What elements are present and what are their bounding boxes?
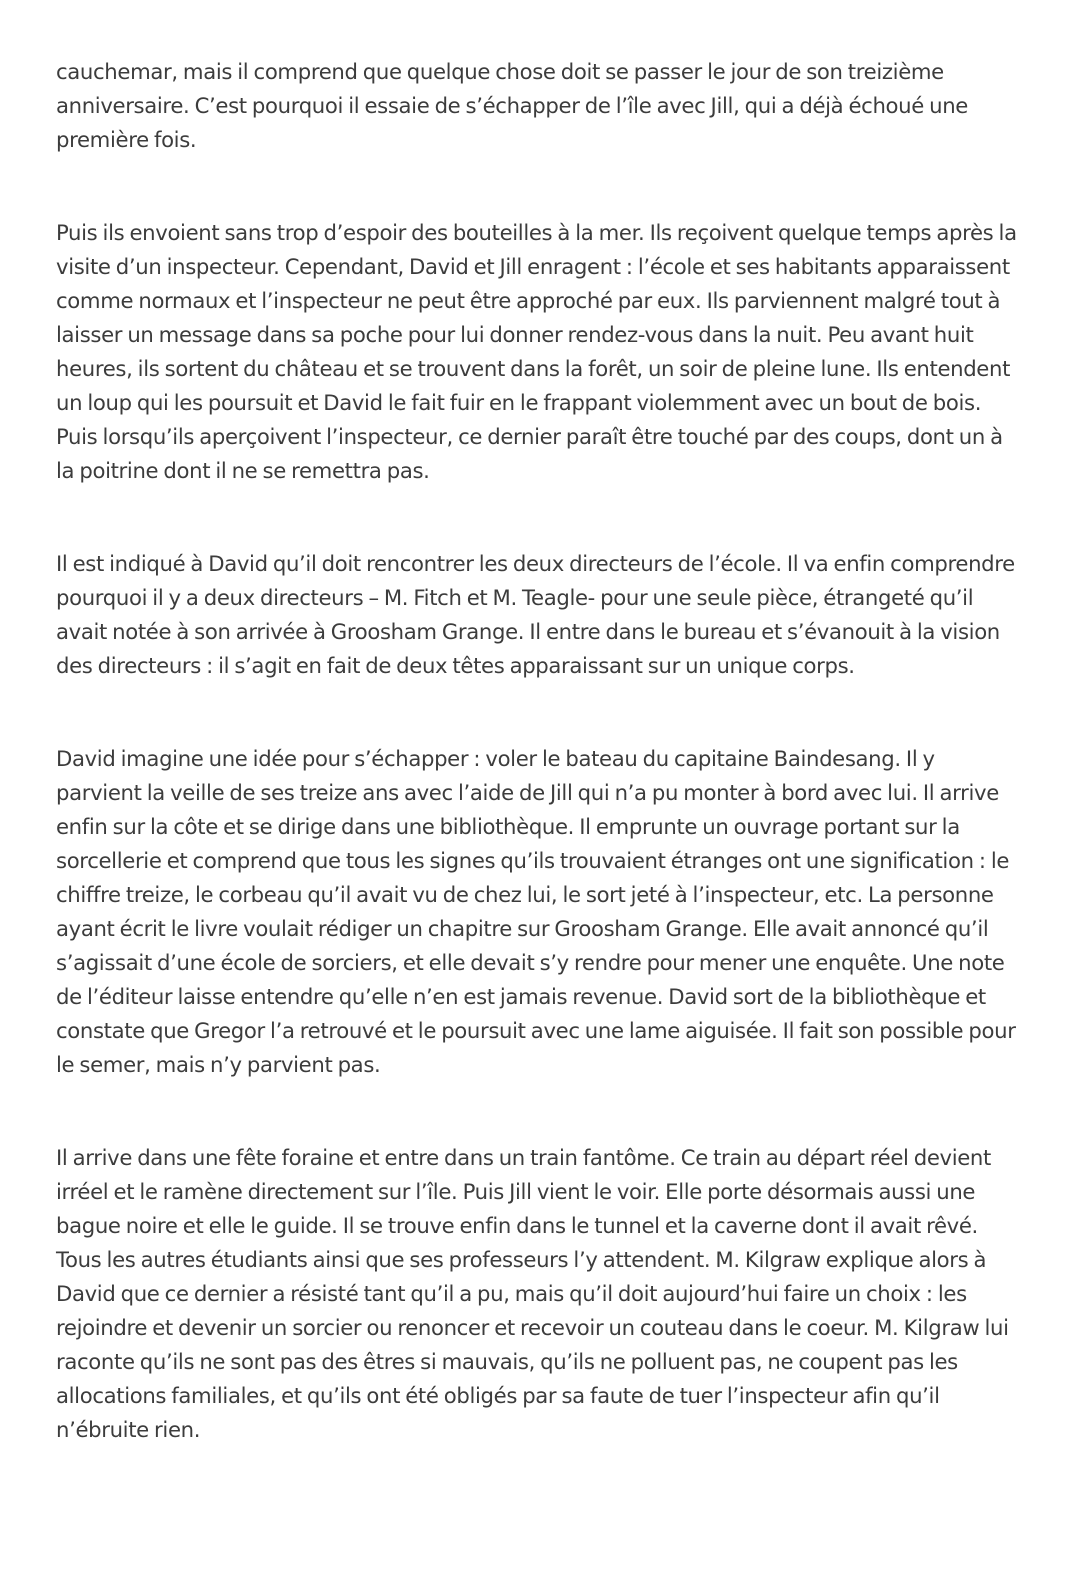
paragraph-1: cauchemar, mais il comprend que quelque chose doit se passer le jour de son treizième anniversaire. C’est pourquoi il essaie de s’échapper de l’île avec Jill, qui a déjà échoué une première fois. xyxy=(56,59,968,152)
paragraph-3: Il est indiqué à David qu’il doit rencontrer les deux directeurs de l’école. Il va enfin comprendre pourquoi il y a deux directeurs – M. Fitch et M. Teagle- pour une seule pièce, étrangeté qu’il avait notée à son arrivée à Groosham Grange. Il entre dans le bureau et s’évanouit à la vision des directeurs : il s’agit en fait de deux têtes apparaissant sur un unique corps. xyxy=(56,551,1015,678)
paragraph-5: Il arrive dans une fête foraine et entre dans un train fantôme. Ce train au départ réel devient irréel et le ramène directement sur l’île. Puis Jill vient le voir. Elle porte désormais aussi une bague noire et elle le guide. Il se trouve enfin dans le tunnel et la caverne dont il avait rêvé. Tous les autres étudiants ainsi que ses professeurs l’y attendent. M. Kilgraw explique alors à David que ce dernier a résisté tant qu’il a pu, mais qu’il doit aujourd’hui faire un choix : les rejoindre et devenir un sorcier ou renoncer et recevoir un couteau dans le coeur. M. Kilgraw lui raconte qu’ils ne sont pas des êtres si mauvais, qu’ils ne polluent pas, ne coupent pas les allocations familiales, et qu’ils ont été obligés par sa faute de tuer l’inspecteur afin qu’il n’ébruite rien. xyxy=(56,1145,1009,1442)
paragraph-2: Puis ils envoient sans trop d’espoir des bouteilles à la mer. Ils reçoivent quelque temps après la visite d’un inspecteur. Cependant, David et Jill enragent : l’école et ses habitants apparaissent comme normaux et l’inspecteur ne peut être approché par eux. Ils parviennent malgré tout à laisser un message dans sa poche pour lui donner rendez-vous dans la nuit. Peu avant huit heures, ils sortent du château et se trouvent dans la forêt, un soir de pleine lune. Ils entendent un loup qui les poursuit et David le fait fuir en le frappant violemment avec un bout de bois. Puis lorsqu’ils aperçoivent l’inspecteur, ce dernier paraît être touché par des coups, dont un à la poitrine dont il ne se remettra pas. xyxy=(56,220,1017,483)
paragraph-4: David imagine une idée pour s’échapper : voler le bateau du capitaine Baindesang. Il y parvient la veille de ses treize ans avec l’aide de Jill qui n’a pu monter à bord avec lui. Il arrive enfin sur la côte et se dirige dans une bibliothèque. Il emprunte un ouvrage portant sur la sorcellerie et comprend que tous les signes qu’ils trouvaient étranges ont une signification : le chiffre treize, le corbeau qu’il avait vu de chez lui, le sort jeté à l’inspecteur, etc. La personne ayant écrit le livre voulait rédiger un chapitre sur Groosham Grange. Elle avait annoncé qu’il s’agissait d’une école de sorciers, et elle devait s’y rendre pour mener une enquête. Une note de l’éditeur laisse entendre qu’elle n’en est jamais revenue. David sort de la bibliothèque et constate que Gregor l’a retrouvé et le poursuit avec une lame aiguisée. Il fait son possible pour le semer, mais n’y parvient pas. xyxy=(56,746,1016,1077)
